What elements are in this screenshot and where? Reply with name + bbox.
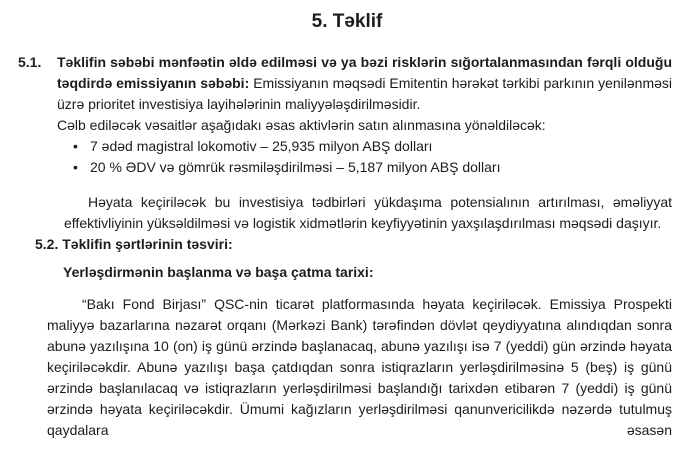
section-5-2-heading: 5.2. Təklifin şərtlərinin təsviri: [35, 236, 233, 252]
list-item-text: 20 % ƏDV və gömrük rəsmiləşdirilməsi – 5,187 milyon ABŞ dolları [90, 159, 501, 175]
section-5-1-number: 5.1. [18, 54, 42, 70]
list-item [57, 157, 672, 178]
document-page [0, 10, 694, 468]
list-item [57, 136, 672, 157]
page-title: 5. Təklif [311, 11, 383, 32]
asset-purchase-list [57, 136, 672, 178]
funds-intro-line: Cəlb ediləcək vəsaitlər aşağıdakı əsas aktivlərin satın alınmasına yönəldiləcək: [57, 117, 546, 133]
section-5-1-body [57, 52, 672, 178]
placement-dates-subheading: Yerləşdirmənin başlanma və başa çatma tarixi: [63, 264, 374, 280]
list-item-text: 7 ədəd magistral lokomotiv – 25,935 milyon ABŞ dolları [90, 138, 433, 154]
placement-description-paragraph: “Bakı Fond Birjası” QSC-nin ticarət platformasında həyata keçiriləcək. Emissiya Prospekti maliyyə bazarlarına nəzarət orqanı (Mərkəzi Bank) tərəfindən dövlət qeydiyyatına alındıqdan sonra abunə yazılışına 10 (on) iş günü ərzində başlanacaq, abunə yazılışı isə 7 (yeddi) gün ərzində həyata keçiriləcəkdir. Abunə yazılışı başa çatdıqdan sonra istiqrazların yerləşdirilməsinə 5 (beş) iş günü ərzində başlanılacaq və istiqrazların yerləşdirilməsi başlandığı tarixdən etibarən 7 (yeddi) iş günü ərzində həyata keçiriləcəkdir. Ümumi kağızların yerləşdirilməsi qanunvericilikdə nəzərdə tutulmuş qaydalara əsasən [47, 296, 672, 438]
section-5-1-lead-paragraph [57, 52, 672, 115]
section-5-1-lead-rest: Emissiyanın məqsədi Emitentin hərəkət tərkibi parkının yenilənməsi üzrə prioritet investisiya layihələrinin maliyyələşdirilməsidir. [57, 75, 673, 112]
section-5-1 [18, 52, 694, 178]
investment-purpose-paragraph: Həyata keçiriləcək bu investisiya tədbirləri yükdaşıma potensialının artırılması, əməliyyat effektivliyinin yüksəldilməsi və logistik xidmətlərin keyfiyyətinin yaxşılaşdırılması məqsədi daşıyır. [64, 194, 672, 231]
section-5-1-lead-bold: Təklifin səbəbi mənfəətin əldə edilməsi və ya bəzi risklərin sığortalanmasından fərqli olduğu təqdirdə emissiyanın səbəbi: [57, 54, 672, 91]
